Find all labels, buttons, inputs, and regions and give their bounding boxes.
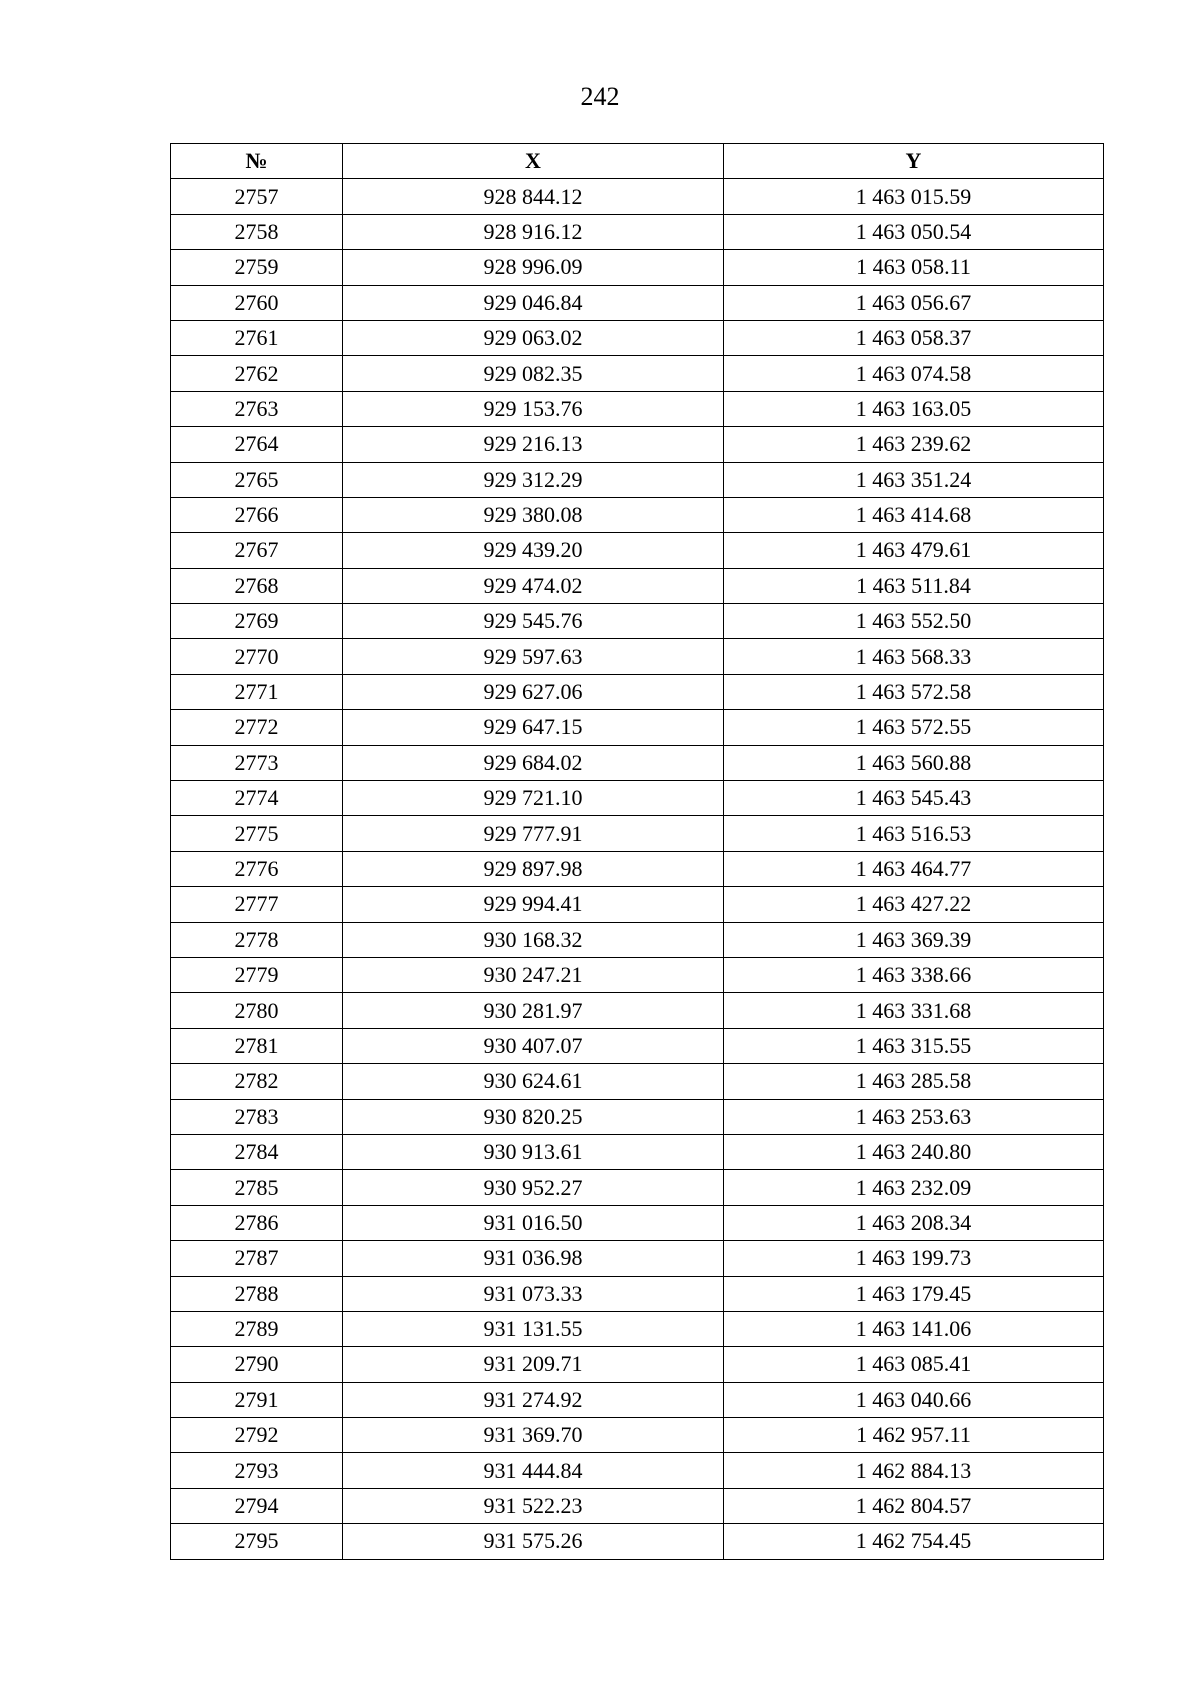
cell-y: 1 463 074.58 bbox=[724, 356, 1104, 391]
cell-y: 1 463 040.66 bbox=[724, 1382, 1104, 1417]
table-row bbox=[171, 356, 1104, 391]
cell-x: 929 597.63 bbox=[343, 639, 724, 674]
cell-number: 2763 bbox=[171, 391, 343, 426]
cell-number: 2780 bbox=[171, 993, 343, 1028]
cell-number: 2759 bbox=[171, 250, 343, 285]
table-row bbox=[171, 1205, 1104, 1240]
cell-number: 2786 bbox=[171, 1205, 343, 1240]
cell-number: 2769 bbox=[171, 604, 343, 639]
cell-y: 1 463 015.59 bbox=[724, 179, 1104, 214]
table-row bbox=[171, 674, 1104, 709]
cell-number: 2765 bbox=[171, 462, 343, 497]
cell-x: 929 627.06 bbox=[343, 674, 724, 709]
header-x: X bbox=[343, 144, 724, 179]
cell-x: 930 624.61 bbox=[343, 1064, 724, 1099]
table-row bbox=[171, 710, 1104, 745]
cell-x: 930 407.07 bbox=[343, 1028, 724, 1063]
cell-y: 1 463 516.53 bbox=[724, 816, 1104, 851]
cell-x: 931 131.55 bbox=[343, 1311, 724, 1346]
table-row bbox=[171, 250, 1104, 285]
cell-number: 2766 bbox=[171, 497, 343, 532]
cell-number: 2762 bbox=[171, 356, 343, 391]
cell-number: 2771 bbox=[171, 674, 343, 709]
table-row bbox=[171, 993, 1104, 1028]
cell-x: 929 474.02 bbox=[343, 568, 724, 603]
table-row bbox=[171, 1524, 1104, 1559]
cell-x: 929 647.15 bbox=[343, 710, 724, 745]
cell-x: 931 073.33 bbox=[343, 1276, 724, 1311]
cell-y: 1 463 414.68 bbox=[724, 497, 1104, 532]
cell-y: 1 463 315.55 bbox=[724, 1028, 1104, 1063]
cell-y: 1 463 179.45 bbox=[724, 1276, 1104, 1311]
cell-x: 929 063.02 bbox=[343, 320, 724, 355]
cell-number: 2772 bbox=[171, 710, 343, 745]
cell-number: 2758 bbox=[171, 214, 343, 249]
cell-y: 1 463 331.68 bbox=[724, 993, 1104, 1028]
table-row bbox=[171, 922, 1104, 957]
cell-x: 929 994.41 bbox=[343, 887, 724, 922]
cell-x: 929 721.10 bbox=[343, 781, 724, 816]
table-header-row bbox=[171, 144, 1104, 179]
cell-number: 2767 bbox=[171, 533, 343, 568]
header-number: № bbox=[171, 144, 343, 179]
cell-x: 931 575.26 bbox=[343, 1524, 724, 1559]
cell-y: 1 463 427.22 bbox=[724, 887, 1104, 922]
cell-x: 931 209.71 bbox=[343, 1347, 724, 1382]
table-row bbox=[171, 1170, 1104, 1205]
cell-number: 2778 bbox=[171, 922, 343, 957]
table-row bbox=[171, 1134, 1104, 1169]
table-row bbox=[171, 816, 1104, 851]
table-row bbox=[171, 1099, 1104, 1134]
cell-number: 2779 bbox=[171, 957, 343, 992]
cell-number: 2785 bbox=[171, 1170, 343, 1205]
cell-y: 1 463 568.33 bbox=[724, 639, 1104, 674]
cell-number: 2794 bbox=[171, 1488, 343, 1523]
cell-number: 2781 bbox=[171, 1028, 343, 1063]
cell-x: 929 777.91 bbox=[343, 816, 724, 851]
cell-number: 2775 bbox=[171, 816, 343, 851]
cell-y: 1 463 240.80 bbox=[724, 1134, 1104, 1169]
cell-number: 2770 bbox=[171, 639, 343, 674]
cell-number: 2768 bbox=[171, 568, 343, 603]
cell-y: 1 463 464.77 bbox=[724, 851, 1104, 886]
cell-y: 1 463 572.55 bbox=[724, 710, 1104, 745]
table-row bbox=[171, 568, 1104, 603]
table-row bbox=[171, 639, 1104, 674]
cell-y: 1 463 338.66 bbox=[724, 957, 1104, 992]
table-row bbox=[171, 391, 1104, 426]
cell-number: 2791 bbox=[171, 1382, 343, 1417]
table-row bbox=[171, 1311, 1104, 1346]
cell-y: 1 462 884.13 bbox=[724, 1453, 1104, 1488]
cell-y: 1 462 754.45 bbox=[724, 1524, 1104, 1559]
page-number: 242 bbox=[580, 82, 620, 111]
cell-y: 1 463 285.58 bbox=[724, 1064, 1104, 1099]
cell-y: 1 463 479.61 bbox=[724, 533, 1104, 568]
cell-y: 1 462 804.57 bbox=[724, 1488, 1104, 1523]
cell-x: 930 952.27 bbox=[343, 1170, 724, 1205]
header-y: Y bbox=[724, 144, 1104, 179]
table-row bbox=[171, 851, 1104, 886]
cell-x: 931 522.23 bbox=[343, 1488, 724, 1523]
table-row bbox=[171, 462, 1104, 497]
cell-y: 1 463 511.84 bbox=[724, 568, 1104, 603]
table-row bbox=[171, 1453, 1104, 1488]
cell-number: 2774 bbox=[171, 781, 343, 816]
cell-x: 931 274.92 bbox=[343, 1382, 724, 1417]
cell-x: 930 913.61 bbox=[343, 1134, 724, 1169]
cell-number: 2760 bbox=[171, 285, 343, 320]
cell-y: 1 463 560.88 bbox=[724, 745, 1104, 780]
cell-number: 2776 bbox=[171, 851, 343, 886]
cell-x: 929 897.98 bbox=[343, 851, 724, 886]
cell-number: 2795 bbox=[171, 1524, 343, 1559]
cell-number: 2789 bbox=[171, 1311, 343, 1346]
table-row bbox=[171, 604, 1104, 639]
cell-x: 929 380.08 bbox=[343, 497, 724, 532]
cell-x: 928 844.12 bbox=[343, 179, 724, 214]
cell-y: 1 463 056.67 bbox=[724, 285, 1104, 320]
cell-y: 1 463 239.62 bbox=[724, 427, 1104, 462]
cell-number: 2782 bbox=[171, 1064, 343, 1099]
cell-x: 930 281.97 bbox=[343, 993, 724, 1028]
cell-y: 1 463 208.34 bbox=[724, 1205, 1104, 1240]
table-row bbox=[171, 1418, 1104, 1453]
cell-x: 929 312.29 bbox=[343, 462, 724, 497]
cell-x: 930 247.21 bbox=[343, 957, 724, 992]
table-row bbox=[171, 214, 1104, 249]
cell-x: 928 916.12 bbox=[343, 214, 724, 249]
table-row bbox=[171, 320, 1104, 355]
cell-number: 2792 bbox=[171, 1418, 343, 1453]
cell-x: 929 439.20 bbox=[343, 533, 724, 568]
cell-number: 2784 bbox=[171, 1134, 343, 1169]
cell-number: 2793 bbox=[171, 1453, 343, 1488]
cell-y: 1 463 253.63 bbox=[724, 1099, 1104, 1134]
cell-number: 2777 bbox=[171, 887, 343, 922]
table-row bbox=[171, 887, 1104, 922]
cell-x: 931 369.70 bbox=[343, 1418, 724, 1453]
table-row bbox=[171, 1347, 1104, 1382]
cell-y: 1 463 552.50 bbox=[724, 604, 1104, 639]
table-row bbox=[171, 745, 1104, 780]
table-row bbox=[171, 285, 1104, 320]
table-row bbox=[171, 1064, 1104, 1099]
cell-x: 928 996.09 bbox=[343, 250, 724, 285]
table-row bbox=[171, 957, 1104, 992]
table-row bbox=[171, 1382, 1104, 1417]
table-row bbox=[171, 533, 1104, 568]
cell-y: 1 463 572.58 bbox=[724, 674, 1104, 709]
cell-y: 1 463 058.11 bbox=[724, 250, 1104, 285]
table-row bbox=[171, 1028, 1104, 1063]
table-row bbox=[171, 1276, 1104, 1311]
cell-y: 1 463 085.41 bbox=[724, 1347, 1104, 1382]
cell-x: 929 684.02 bbox=[343, 745, 724, 780]
cell-number: 2773 bbox=[171, 745, 343, 780]
table-row bbox=[171, 781, 1104, 816]
coordinates-table bbox=[170, 143, 1104, 1560]
cell-x: 929 545.76 bbox=[343, 604, 724, 639]
cell-number: 2757 bbox=[171, 179, 343, 214]
cell-number: 2783 bbox=[171, 1099, 343, 1134]
cell-x: 929 216.13 bbox=[343, 427, 724, 462]
cell-x: 929 153.76 bbox=[343, 391, 724, 426]
cell-number: 2764 bbox=[171, 427, 343, 462]
cell-x: 931 036.98 bbox=[343, 1241, 724, 1276]
cell-number: 2788 bbox=[171, 1276, 343, 1311]
table-row bbox=[171, 427, 1104, 462]
cell-x: 929 046.84 bbox=[343, 285, 724, 320]
cell-x: 930 820.25 bbox=[343, 1099, 724, 1134]
cell-y: 1 463 232.09 bbox=[724, 1170, 1104, 1205]
cell-number: 2787 bbox=[171, 1241, 343, 1276]
cell-y: 1 463 058.37 bbox=[724, 320, 1104, 355]
cell-y: 1 463 163.05 bbox=[724, 391, 1104, 426]
cell-number: 2761 bbox=[171, 320, 343, 355]
cell-x: 930 168.32 bbox=[343, 922, 724, 957]
cell-x: 931 016.50 bbox=[343, 1205, 724, 1240]
cell-number: 2790 bbox=[171, 1347, 343, 1382]
table-row bbox=[171, 497, 1104, 532]
cell-x: 929 082.35 bbox=[343, 356, 724, 391]
cell-y: 1 463 351.24 bbox=[724, 462, 1104, 497]
cell-y: 1 462 957.11 bbox=[724, 1418, 1104, 1453]
cell-y: 1 463 369.39 bbox=[724, 922, 1104, 957]
cell-y: 1 463 545.43 bbox=[724, 781, 1104, 816]
cell-y: 1 463 141.06 bbox=[724, 1311, 1104, 1346]
cell-y: 1 463 050.54 bbox=[724, 214, 1104, 249]
table-row bbox=[171, 1241, 1104, 1276]
cell-x: 931 444.84 bbox=[343, 1453, 724, 1488]
table-body bbox=[171, 179, 1104, 1559]
table-row bbox=[171, 1488, 1104, 1523]
table-row bbox=[171, 179, 1104, 214]
cell-y: 1 463 199.73 bbox=[724, 1241, 1104, 1276]
